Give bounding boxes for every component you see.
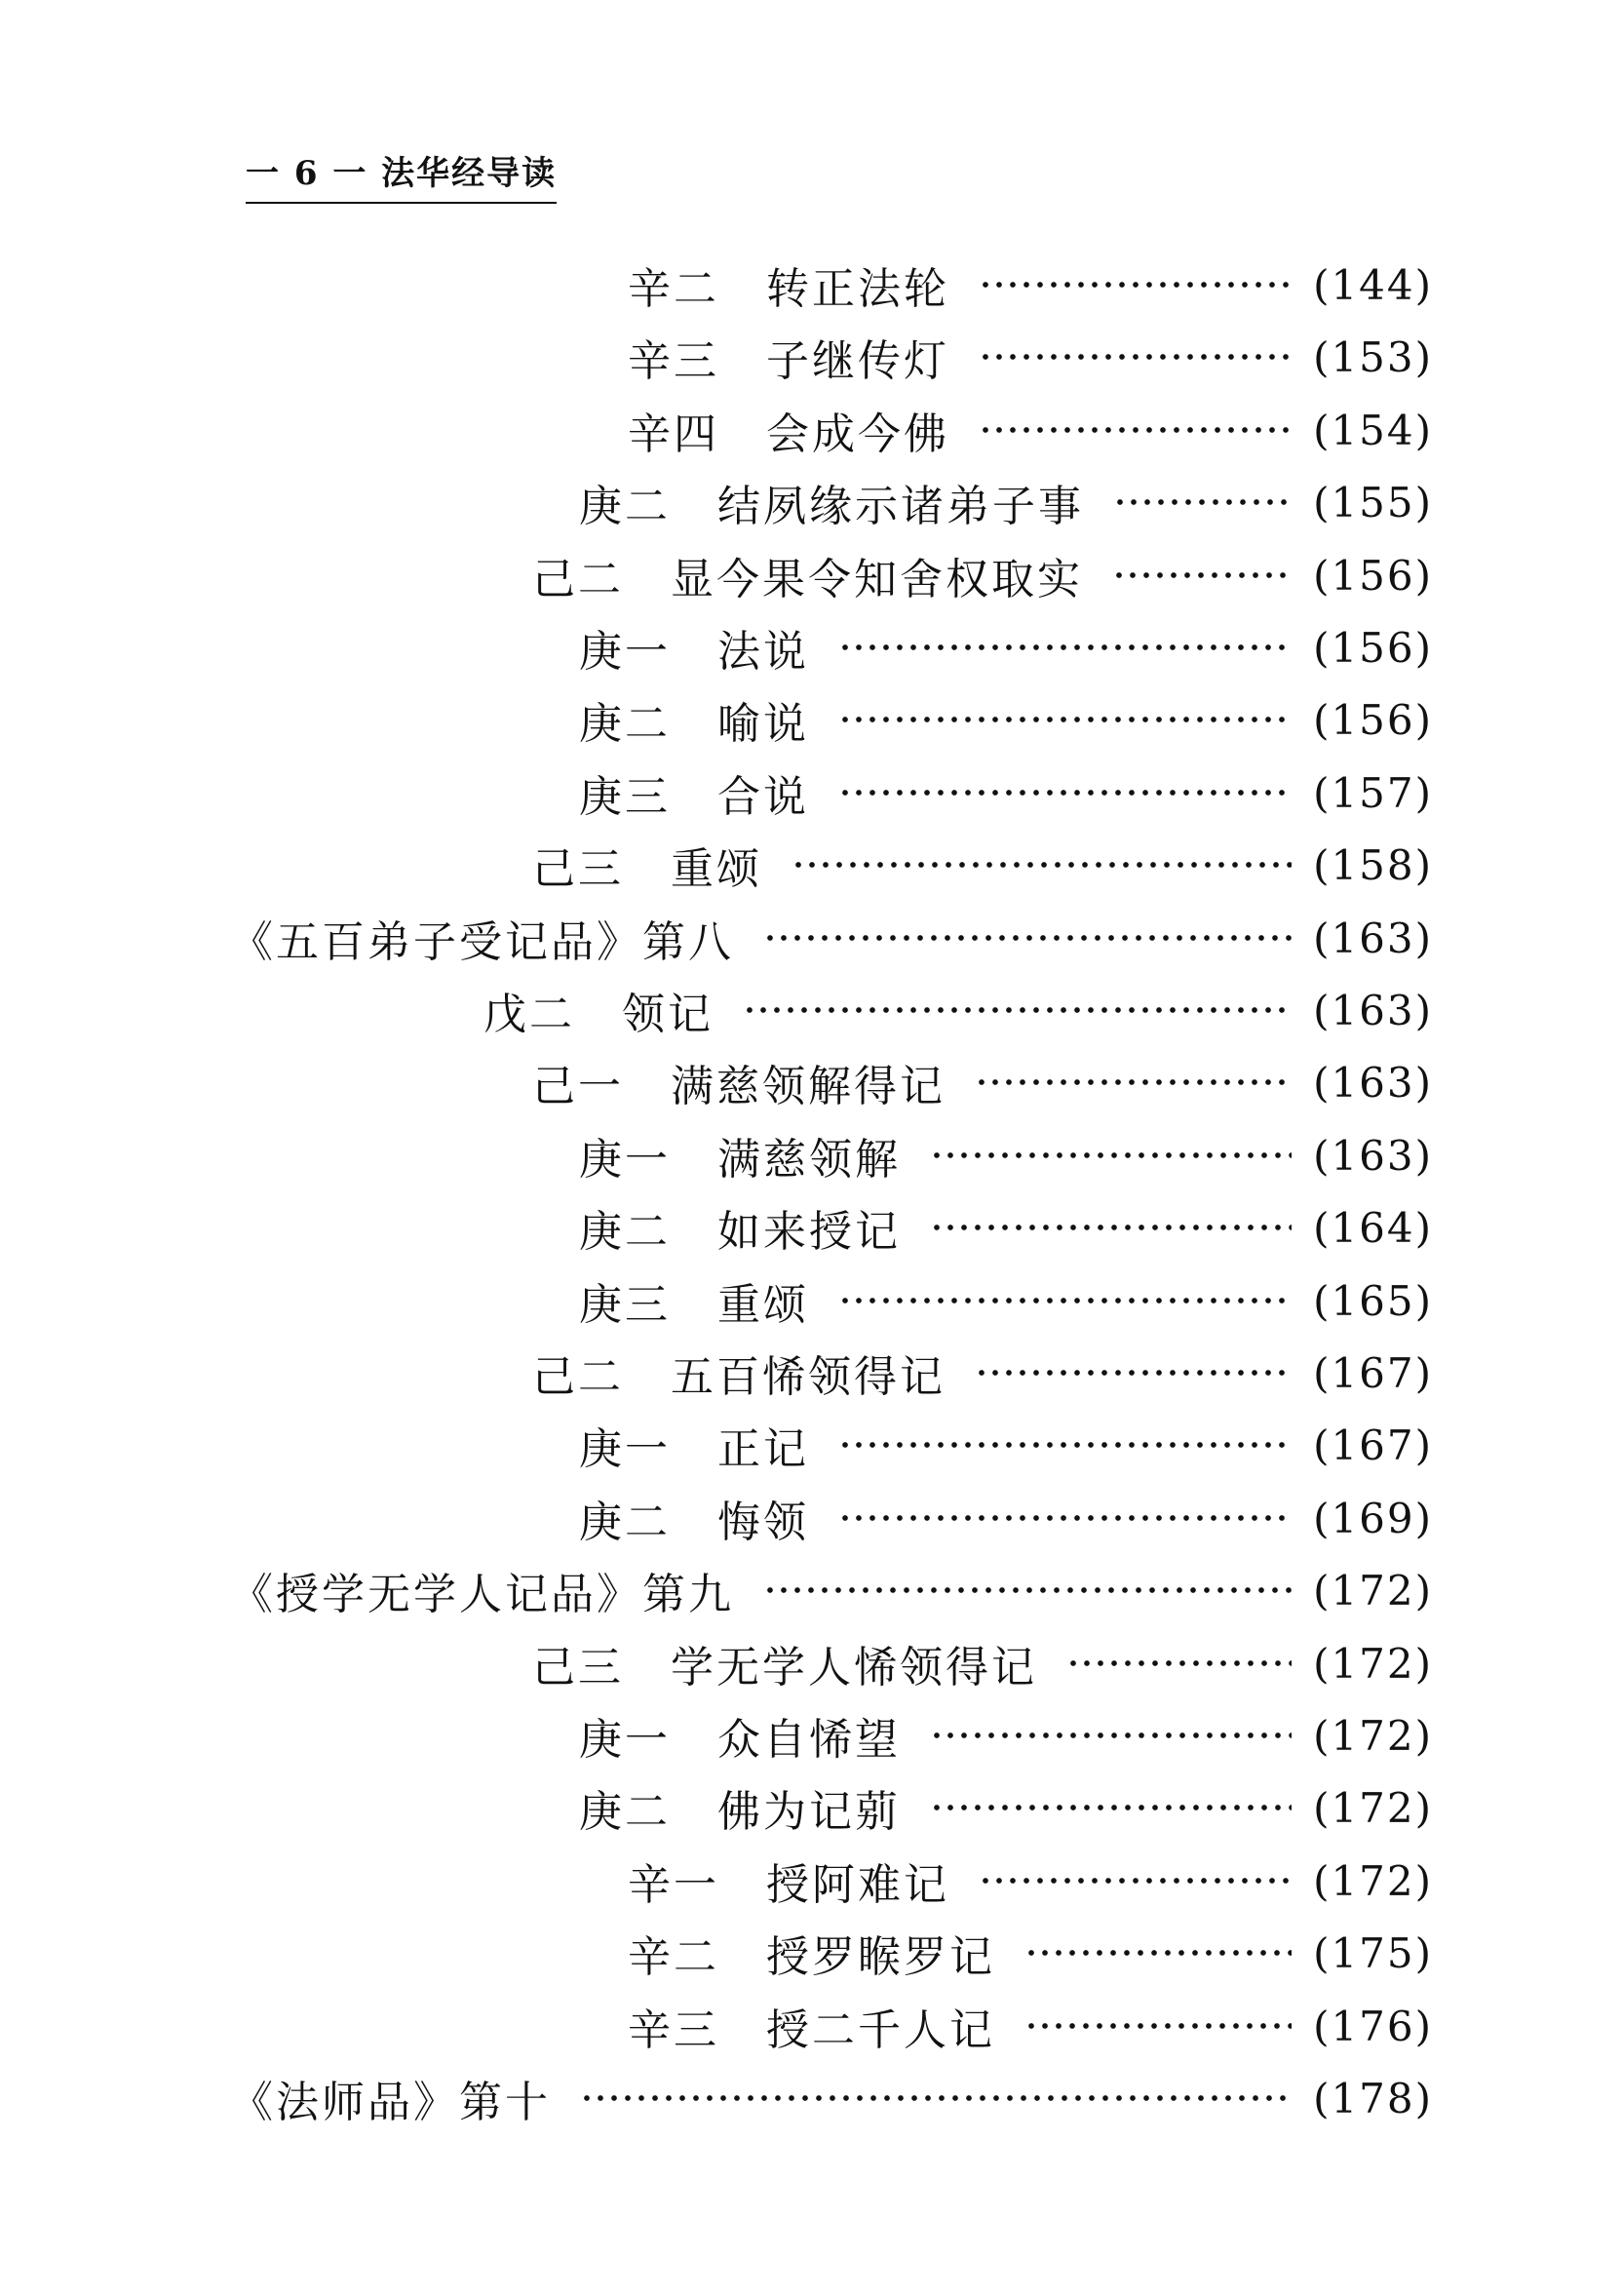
toc-entry[interactable] bbox=[0, 546, 1622, 604]
toc-entry-label bbox=[579, 616, 809, 679]
toc-entry-page-number: (172) bbox=[1313, 1783, 1433, 1832]
toc-entry[interactable] bbox=[0, 836, 1622, 894]
toc-entry-title: 显今果令知舍权取实 bbox=[671, 555, 1083, 604]
toc-entry-label bbox=[579, 761, 809, 824]
dot-leader bbox=[975, 1343, 1292, 1402]
toc-entry-page-number: (163) bbox=[1313, 986, 1433, 1034]
dot-leader bbox=[838, 690, 1292, 749]
dot-leader bbox=[838, 1271, 1292, 1330]
toc-entry-page-number: (158) bbox=[1313, 840, 1433, 889]
dot-leader bbox=[1113, 473, 1292, 531]
toc-entry-title: 正记 bbox=[717, 1424, 809, 1474]
toc-entry-label bbox=[532, 544, 1083, 606]
dot-leader bbox=[979, 328, 1292, 386]
dot-leader bbox=[1112, 546, 1292, 604]
toc-entry-title: 佛为记莂 bbox=[717, 1787, 901, 1837]
toc-entry[interactable] bbox=[0, 2069, 1622, 2127]
toc-entry-page-number: (156) bbox=[1313, 551, 1433, 600]
toc-entry-code: 庚二 bbox=[579, 1207, 671, 1257]
toc-entry-code: 庚二 bbox=[579, 1498, 671, 1547]
toc-entry-title: 重颂 bbox=[717, 1280, 809, 1330]
toc-entry[interactable] bbox=[0, 1271, 1622, 1330]
toc-entry-page-number: (167) bbox=[1313, 1348, 1433, 1397]
toc-entry-code: 庚二 bbox=[579, 1787, 671, 1837]
toc-entry-code: 己三 bbox=[532, 844, 624, 894]
toc-entry-page-number: (144) bbox=[1313, 260, 1433, 309]
toc-entry[interactable] bbox=[0, 1997, 1622, 2055]
toc-entry-title: 五百悕领得记 bbox=[671, 1352, 946, 1402]
toc-entry-title: 子继传灯 bbox=[766, 336, 949, 386]
toc-entry-page-number: (178) bbox=[1313, 2074, 1433, 2122]
toc-entry-code: 戊二 bbox=[483, 990, 575, 1039]
dot-leader bbox=[979, 255, 1292, 314]
toc-entry-title: 《授学无学人记品》第九 bbox=[230, 1570, 734, 1619]
toc-entry-label bbox=[628, 253, 949, 316]
toc-entry-code: 庚一 bbox=[579, 1135, 671, 1185]
toc-entry-label bbox=[579, 1487, 809, 1549]
toc-entry-page-number: (163) bbox=[1313, 1131, 1433, 1180]
toc-entry-label bbox=[579, 1414, 809, 1476]
toc-entry-title: 如来授记 bbox=[717, 1207, 901, 1257]
dot-leader bbox=[838, 1416, 1292, 1474]
toc-entry-label bbox=[628, 326, 949, 388]
toc-entry[interactable] bbox=[0, 1489, 1622, 1547]
toc-entry-code: 庚一 bbox=[579, 1424, 671, 1474]
toc-entry-title: 喻说 bbox=[717, 699, 809, 749]
toc-entry[interactable] bbox=[0, 328, 1622, 386]
toc-entry-label bbox=[230, 1559, 734, 1621]
page-header: 一 6 一 法华经导读 bbox=[246, 146, 557, 204]
toc-entry-page-number: (172) bbox=[1313, 1639, 1433, 1688]
toc-entry[interactable] bbox=[0, 763, 1622, 822]
toc-entry[interactable] bbox=[0, 1126, 1622, 1185]
toc-entry-page-number: (156) bbox=[1313, 623, 1433, 672]
toc-entry-title: 《五百弟子受记品》第八 bbox=[230, 917, 734, 967]
toc-entry-page-number: (172) bbox=[1313, 1711, 1433, 1760]
dot-leader bbox=[580, 2069, 1292, 2127]
toc-entry-title: 学无学人悕领得记 bbox=[671, 1643, 1037, 1693]
toc-entry-label bbox=[628, 1849, 949, 1912]
toc-entry-code: 庚三 bbox=[579, 1280, 671, 1330]
toc-entry-page-number: (163) bbox=[1313, 1058, 1433, 1107]
toc-entry-title: 重颂 bbox=[671, 844, 762, 894]
toc-entry-code: 己二 bbox=[532, 1352, 624, 1402]
toc-entry-label bbox=[532, 1342, 946, 1404]
dot-leader bbox=[930, 1198, 1292, 1257]
toc-entry-page-number: (172) bbox=[1313, 1856, 1433, 1905]
toc-entry-code: 己三 bbox=[532, 1643, 624, 1693]
toc-entry-code: 庚一 bbox=[579, 627, 671, 677]
toc-entry[interactable] bbox=[0, 401, 1622, 459]
toc-entry[interactable] bbox=[0, 1924, 1622, 1982]
toc-entry[interactable] bbox=[0, 909, 1622, 967]
toc-entry-title: 领记 bbox=[622, 990, 714, 1039]
toc-entry-page-number: (153) bbox=[1313, 332, 1433, 381]
toc-entry-page-number: (163) bbox=[1313, 914, 1433, 962]
toc-entry-page-number: (176) bbox=[1313, 2002, 1433, 2050]
toc-entry[interactable] bbox=[0, 1198, 1622, 1257]
dot-leader bbox=[979, 1851, 1292, 1910]
toc-entry-label bbox=[483, 979, 714, 1041]
dot-leader bbox=[1024, 1997, 1292, 2055]
toc-entry-code: 辛三 bbox=[628, 2005, 719, 2055]
toc-entry-page-number: (157) bbox=[1313, 768, 1433, 817]
toc-entry-page-number: (165) bbox=[1313, 1276, 1433, 1325]
toc-entry[interactable] bbox=[0, 255, 1622, 314]
dot-leader bbox=[838, 763, 1292, 822]
toc-entry-title: 授阿难记 bbox=[766, 1860, 949, 1910]
toc-entry-code: 庚三 bbox=[579, 772, 671, 822]
dot-leader bbox=[975, 1053, 1292, 1111]
dot-leader bbox=[1066, 1634, 1292, 1693]
toc-entry-label bbox=[230, 907, 734, 969]
toc-entry-label bbox=[532, 1632, 1037, 1694]
dot-leader bbox=[763, 909, 1292, 967]
toc-entry-label bbox=[579, 1776, 901, 1839]
toc-entry-code: 庚二 bbox=[579, 482, 671, 531]
toc-entry-code: 己一 bbox=[532, 1062, 624, 1111]
toc-entry-page-number: (154) bbox=[1313, 406, 1433, 454]
toc-entry-title: 授罗睺罗记 bbox=[766, 1932, 995, 1982]
toc-entry[interactable] bbox=[0, 690, 1622, 749]
toc-entry-page-number: (155) bbox=[1313, 478, 1433, 526]
dot-leader bbox=[930, 1778, 1292, 1837]
toc-entry-code: 辛二 bbox=[628, 1932, 719, 1982]
dot-leader bbox=[743, 981, 1292, 1039]
toc-entry[interactable] bbox=[0, 1416, 1622, 1474]
toc-entry-page-number: (172) bbox=[1313, 1566, 1433, 1615]
toc-entry[interactable] bbox=[0, 1634, 1622, 1693]
toc-entry-title: 众自悕望 bbox=[717, 1715, 901, 1765]
toc-entry-title: 满慈领解 bbox=[717, 1135, 901, 1185]
toc-entry-title: 授二千人记 bbox=[766, 2005, 995, 2055]
toc-entry-label bbox=[579, 688, 809, 751]
toc-entry-label bbox=[628, 1922, 995, 1984]
toc-entry-title: 法说 bbox=[717, 627, 809, 677]
toc-entry[interactable] bbox=[0, 1343, 1622, 1402]
dot-leader bbox=[838, 618, 1292, 677]
toc-entry-title: 《法师品》第十 bbox=[230, 2078, 551, 2127]
toc-entry-label bbox=[532, 834, 762, 896]
toc-entry-page-number: (175) bbox=[1313, 1928, 1433, 1977]
toc-entry-label bbox=[230, 2067, 551, 2129]
toc-entry-title: 转正法轮 bbox=[766, 264, 949, 314]
toc-entry-page-number: (169) bbox=[1313, 1494, 1433, 1542]
toc-entry-code: 辛四 bbox=[628, 409, 719, 459]
toc-entry-page-number: (164) bbox=[1313, 1203, 1433, 1252]
toc-entry-title: 合说 bbox=[717, 772, 809, 822]
toc-entry-page-number: (167) bbox=[1313, 1420, 1433, 1469]
toc-entry[interactable] bbox=[0, 1778, 1622, 1837]
toc-entry[interactable] bbox=[0, 1053, 1622, 1111]
dot-leader bbox=[792, 836, 1292, 894]
toc-entry-page-number: (156) bbox=[1313, 695, 1433, 744]
dot-leader bbox=[930, 1126, 1292, 1185]
toc-entry-label bbox=[579, 471, 1084, 533]
toc-entry-label bbox=[628, 1995, 995, 2057]
toc-entry[interactable] bbox=[0, 473, 1622, 531]
dot-leader bbox=[930, 1706, 1292, 1765]
toc-entry-code: 辛一 bbox=[628, 1860, 719, 1910]
toc-entry-label bbox=[628, 399, 949, 461]
toc-entry-label bbox=[579, 1269, 809, 1332]
toc-entry-title: 结夙缘示诸弟子事 bbox=[717, 482, 1084, 531]
toc-entry-label bbox=[579, 1196, 901, 1259]
toc-entry-code: 己二 bbox=[532, 555, 624, 604]
toc-entry[interactable] bbox=[0, 981, 1622, 1039]
toc-entry-title: 满慈领解得记 bbox=[671, 1062, 946, 1111]
toc-entry[interactable] bbox=[0, 1561, 1622, 1619]
toc-entry-code: 辛二 bbox=[628, 264, 719, 314]
toc-entry[interactable] bbox=[0, 1851, 1622, 1910]
dot-leader bbox=[1024, 1924, 1292, 1982]
dot-leader bbox=[979, 401, 1292, 459]
dot-leader bbox=[763, 1561, 1292, 1619]
toc-entry[interactable] bbox=[0, 1706, 1622, 1765]
toc-entry-code: 辛三 bbox=[628, 336, 719, 386]
toc-entry-code: 庚二 bbox=[579, 699, 671, 749]
toc-entry-title: 悔领 bbox=[717, 1498, 809, 1547]
toc-entry-label bbox=[579, 1124, 901, 1187]
toc-entry-title: 会成今佛 bbox=[766, 409, 949, 459]
toc-entry-label bbox=[579, 1704, 901, 1767]
toc-entry-code: 庚一 bbox=[579, 1715, 671, 1765]
toc-entry[interactable] bbox=[0, 618, 1622, 677]
toc-entry-label bbox=[532, 1051, 946, 1113]
dot-leader bbox=[838, 1489, 1292, 1547]
